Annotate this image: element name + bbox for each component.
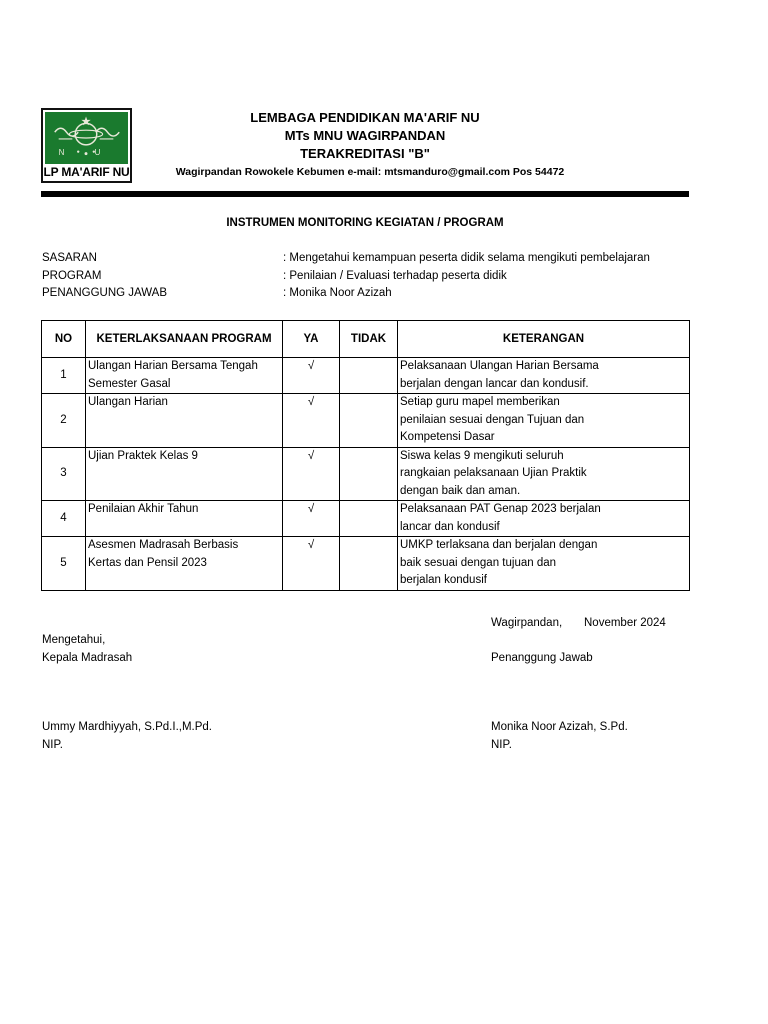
row-tidak	[340, 358, 398, 394]
meta-label-program: PROGRAM	[42, 270, 102, 282]
meta-label-penanggung-jawab: PENANGGUNG JAWAB	[42, 287, 168, 299]
header-ya: YA	[283, 321, 340, 358]
meta-value-penanggung-jawab: : Monika Noor Azizah	[283, 287, 392, 299]
table-row	[42, 501, 690, 537]
row-keterangan: Pelaksanaan Ulangan Harian Bersama berjalan dengan lancar dan kondusif.	[398, 358, 690, 394]
table-header-row	[42, 321, 690, 358]
header-keterangan: KETERANGAN	[398, 321, 690, 358]
signature-date: November 2024	[584, 617, 666, 629]
meta-value-program: : Penilaian / Evaluasi terhadap peserta didik	[283, 270, 507, 282]
school-address: Wagirpandan Rowokele Kebumen e-mail: mtsmanduro@gmail.com Pos 54472	[175, 166, 565, 178]
row-tidak	[340, 537, 398, 591]
signature-right-role: Penanggung Jawab	[491, 652, 593, 664]
row-program: Asesmen Madrasah Berbasis Kertas dan Pensil 2023	[86, 537, 283, 591]
logo-letters: N U	[58, 148, 115, 157]
row-program: Penilaian Akhir Tahun	[86, 501, 283, 537]
header-no: NO	[42, 321, 86, 358]
signature-right-name: Monika Noor Azizah, S.Pd.	[491, 721, 628, 733]
logo-caption: LP MA'ARIF NU	[43, 165, 130, 179]
signature-acknowledged: Mengetahui,	[42, 634, 106, 646]
row-no: 4	[42, 501, 86, 537]
table-row	[42, 358, 690, 394]
signature-right-nip: NIP.	[491, 739, 512, 751]
document-title: INSTRUMEN MONITORING KEGIATAN / PROGRAM	[226, 217, 504, 229]
row-no: 5	[42, 537, 86, 591]
table-row	[42, 447, 690, 501]
nu-emblem-icon	[45, 112, 128, 164]
signature-left-nip: NIP.	[42, 739, 63, 751]
row-keterangan: Setiap guru mapel memberikan penilaian sesuai dengan Tujuan dan Kompetensi Dasar	[398, 394, 690, 448]
header-divider	[41, 191, 689, 197]
row-keterangan: Siswa kelas 9 mengikuti seluruh rangkaian pelaksanaan Ujian Praktik dengan baik dan aman.	[398, 447, 690, 501]
row-ya-check: √	[283, 537, 340, 591]
row-keterangan: Pelaksanaan PAT Genap 2023 berjalan lancar dan kondusif	[398, 501, 690, 537]
row-program: Ujian Praktek Kelas 9	[86, 447, 283, 501]
row-keterangan: UMKP terlaksana dan berjalan dengan baik sesuai dengan tujuan dan berjalan kondusif	[398, 537, 690, 591]
row-no: 2	[42, 394, 86, 448]
signature-left-name: Ummy Mardhiyyah, S.Pd.I.,M.Pd.	[42, 721, 212, 733]
signature-left-role: Kepala Madrasah	[42, 652, 133, 664]
school-name: MTs MNU WAGIRPANDAN	[284, 128, 446, 143]
row-no: 1	[42, 358, 86, 394]
row-tidak	[340, 447, 398, 501]
header-tidak: TIDAK	[340, 321, 398, 358]
row-program: Ulangan Harian	[86, 394, 283, 448]
institution-name: LEMBAGA PENDIDIKAN MA'ARIF NU	[250, 110, 480, 125]
signature-place: Wagirpandan,	[491, 617, 563, 629]
row-ya-check: √	[283, 501, 340, 537]
meta-label-sasaran: SASARAN	[42, 252, 97, 264]
row-ya-check: √	[283, 394, 340, 448]
table-row	[42, 537, 690, 591]
row-ya-check: √	[283, 358, 340, 394]
row-tidak	[340, 394, 398, 448]
row-tidak	[340, 501, 398, 537]
monitoring-table	[41, 320, 690, 591]
meta-value-sasaran: : Mengetahui kemampuan peserta didik selama mengikuti pembelajaran	[283, 252, 650, 264]
lp-maarif-logo	[41, 108, 132, 183]
accreditation: TERAKREDITASI "B"	[300, 146, 430, 161]
row-no: 3	[42, 447, 86, 501]
table-row	[42, 394, 690, 448]
header-program: KETERLAKSANAAN PROGRAM	[86, 321, 283, 358]
row-ya-check: √	[283, 447, 340, 501]
row-program: Ulangan Harian Bersama Tengah Semester Gasal	[86, 358, 283, 394]
